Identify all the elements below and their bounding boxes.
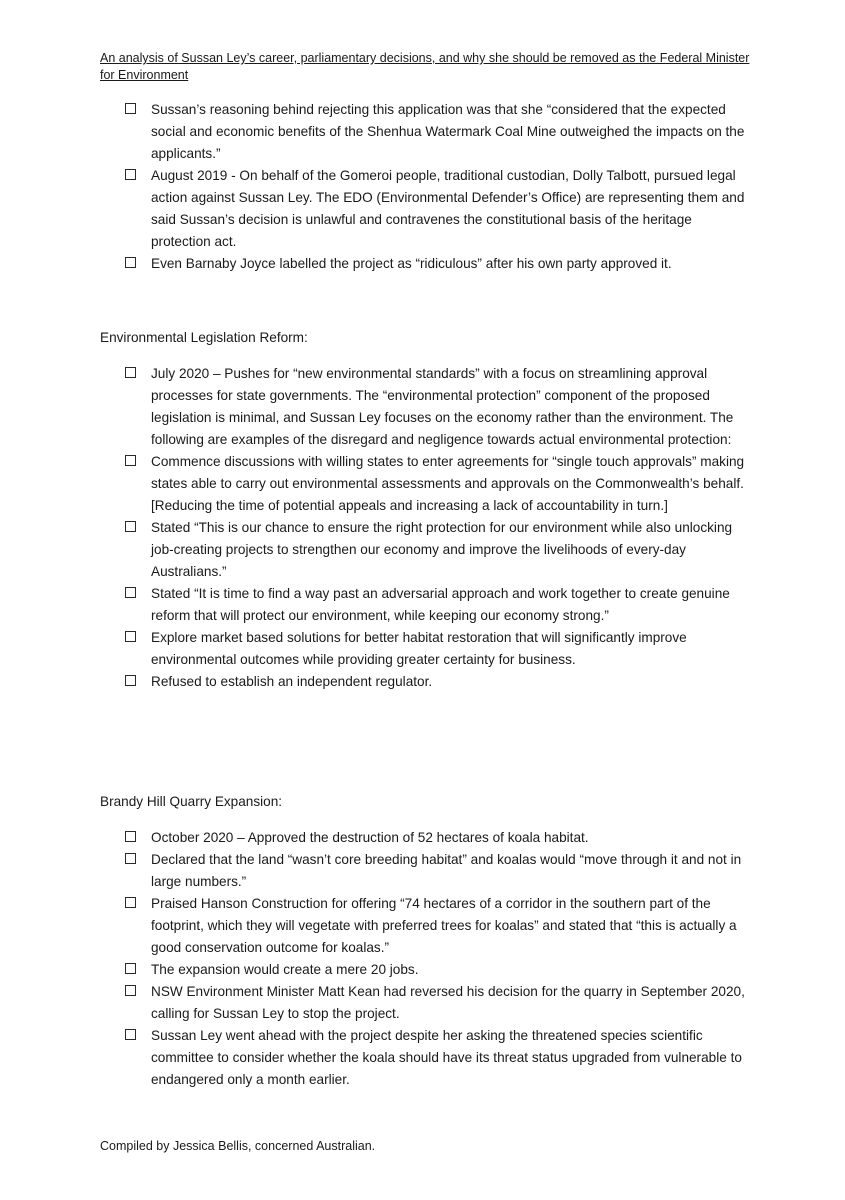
checkbox-icon (125, 985, 136, 996)
checkbox-icon (125, 853, 136, 864)
list-item (124, 627, 754, 671)
bullet-list-legislation-reform (124, 363, 754, 693)
list-item (124, 959, 754, 981)
list-item-text: Sussan’s reasoning behind rejecting this application was that she “considered that the expected social and economic benefits of the Shenhua Watermark Coal Mine outweighed the impacts on the applicants.” (151, 102, 745, 161)
checkbox-icon (125, 367, 136, 378)
list-item (124, 99, 754, 165)
list-item-text: Even Barnaby Joyce labelled the project as “ridiculous” after his own party approved it. (151, 256, 672, 271)
list-item-text: August 2019 - On behalf of the Gomeroi people, traditional custodian, Dolly Talbott, pursued legal action against Sussan Ley. The EDO (Environmental Defender’s Office) are representing them and said Sussan’s decision is unlawful and contravenes the constitutional basis of the heritage protection act. (151, 168, 745, 249)
checkbox-icon (125, 587, 136, 598)
list-item (124, 517, 754, 583)
list-item (124, 827, 754, 849)
checkbox-icon (125, 831, 136, 842)
checkbox-icon (125, 675, 136, 686)
list-item (124, 451, 754, 517)
list-item (124, 583, 754, 627)
list-item (124, 671, 754, 693)
list-item-text: Commence discussions with willing states to enter agreements for “single touch approvals” making states able to carry out environmental assessments and approvals on the Commonwealth’s behalf. [Reducing the time of potential appeals and increasing a lack of accountability in turn.] (151, 454, 745, 513)
list-item-text: Sussan Ley went ahead with the project despite her asking the threatened species scientific committee to consider whether the koala should have its threat status upgraded from vulnerable to endangered only a month earlier. (151, 1028, 742, 1087)
checkbox-icon (125, 897, 136, 908)
checkbox-icon (125, 257, 136, 268)
checkbox-icon (125, 963, 136, 974)
list-item (124, 849, 754, 893)
list-item-text: Praised Hanson Construction for offering “74 hectares of a corridor in the southern part of the footprint, which they will vegetate with preferred trees for koalas” and stated that “this is actually a good conservation outcome for koalas.” (151, 896, 737, 955)
bullet-list-quarry-expansion (124, 827, 754, 1091)
checkbox-icon (125, 631, 136, 642)
checkbox-icon (125, 169, 136, 180)
list-item-text: Declared that the land “wasn’t core breeding habitat” and koalas would “move through it and not in large numbers.” (151, 852, 742, 889)
list-item (124, 981, 754, 1025)
list-item-text: Explore market based solutions for better habitat restoration that will significantly improve environmental outcomes while providing greater certainty for business. (151, 630, 687, 667)
list-item (124, 165, 754, 253)
list-item-text: July 2020 – Pushes for “new environmental standards” with a focus on streamlining approval processes for state governments. The “environmental protection” component of the proposed legislation is minimal, and Sussan Ley focuses on the economy rather than the environment. The following are examples of the disregard and negligence towards actual environmental protection: (151, 366, 734, 447)
checkbox-icon (125, 103, 136, 114)
list-item-text: Stated “This is our chance to ensure the right protection for our environment while also unlocking job-creating projects to strengthen our economy and improve the livelihoods of every-day Australians.” (151, 520, 733, 579)
list-item-text: October 2020 – Approved the destruction of 52 hectares of koala habitat. (151, 830, 589, 845)
section-heading-quarry-expansion: Brandy Hill Quarry Expansion: (100, 794, 283, 809)
list-item (124, 253, 754, 275)
document-title: An analysis of Sussan Ley’s career, parliamentary decisions, and why she should be removed as the Federal Minister for Environment (100, 51, 750, 82)
list-item-text: The expansion would create a mere 20 jobs. (151, 962, 419, 977)
list-item-text: Stated “It is time to find a way past an adversarial approach and work together to create genuine reform that will protect our environment, while keeping our economy strong.” (151, 586, 730, 623)
document-footer: Compiled by Jessica Bellis, concerned Australian. (100, 1139, 376, 1153)
list-item-text: Refused to establish an independent regulator. (151, 674, 433, 689)
checkbox-icon (125, 455, 136, 466)
checkbox-icon (125, 1029, 136, 1040)
list-item (124, 893, 754, 959)
list-item (124, 363, 754, 451)
list-item-text: NSW Environment Minister Matt Kean had reversed his decision for the quarry in September 2020, calling for Sussan Ley to stop the project. (151, 984, 745, 1021)
bullet-list-coal-mine (124, 99, 754, 275)
list-item (124, 1025, 754, 1091)
section-heading-legislation-reform: Environmental Legislation Reform: (100, 330, 308, 345)
checkbox-icon (125, 521, 136, 532)
